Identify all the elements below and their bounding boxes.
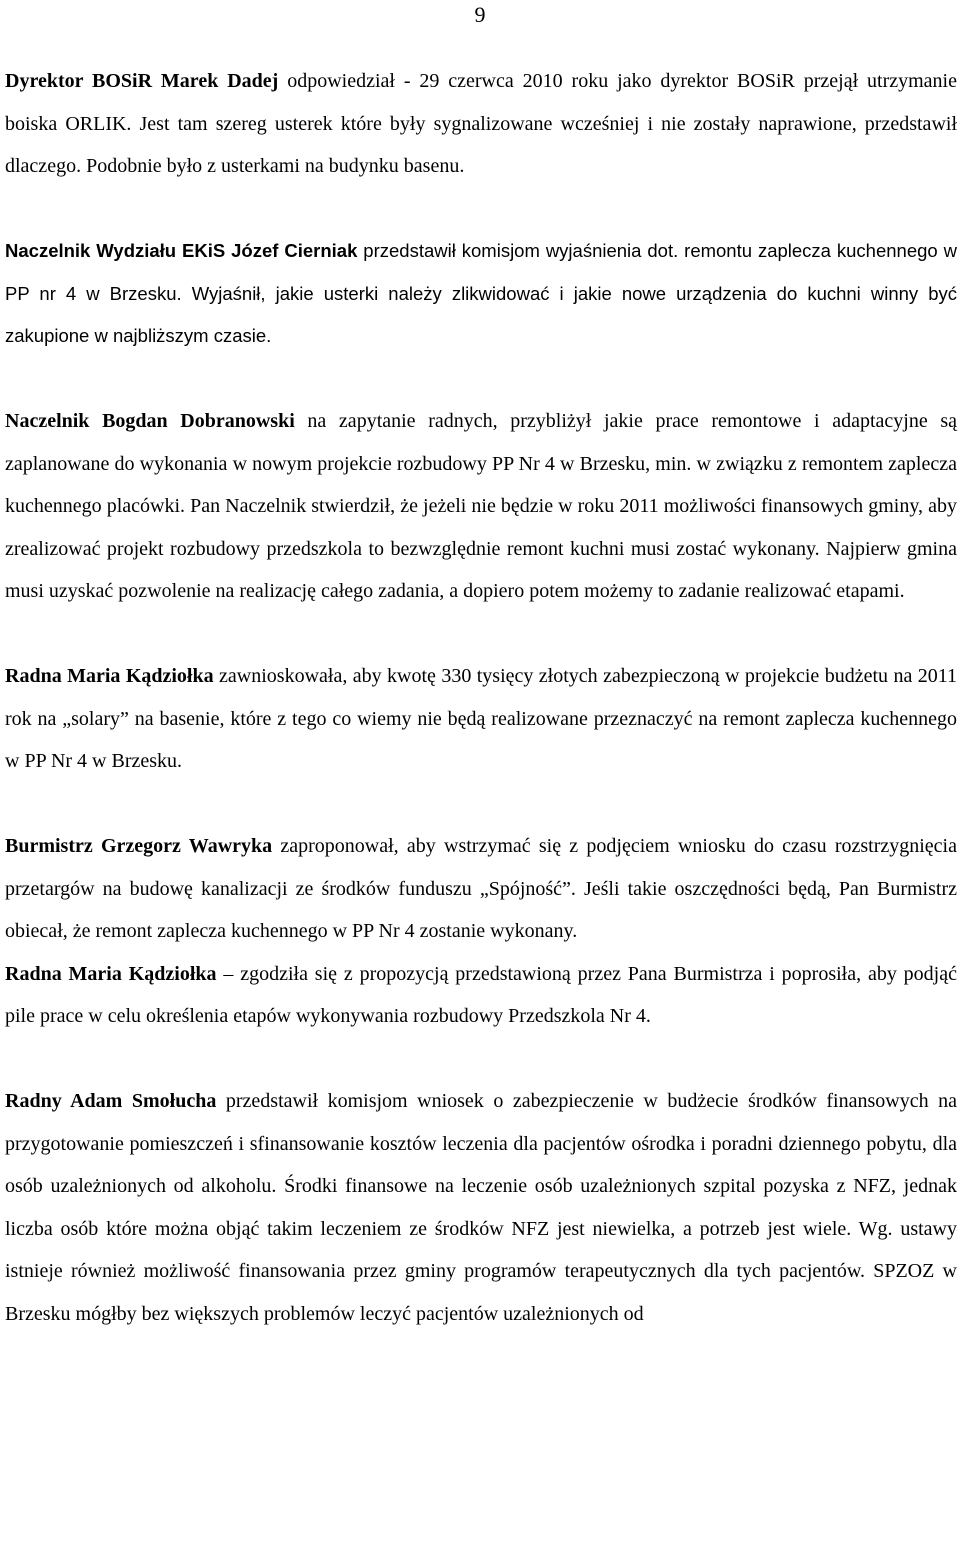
paragraph-smolucha <box>5 1080 957 1335</box>
speaker-name: Radny Adam Smołucha <box>5 1090 217 1112</box>
paragraph-mayor-wawryka <box>5 825 957 953</box>
paragraph-text: zawnioskowała, aby kwotę 330 tysięcy złotych zabezpieczoną w projekcie budżetu na 2011 rok na „solary” na basenie, które z tego co wiemy nie będą realizowane przeznaczyć na remont zaplecza kuchennego w PP Nr 4 w Brzesku. <box>5 665 957 772</box>
paragraph-text: zaproponował, aby wstrzymać się z podjęciem wniosku do czasu rozstrzygnięcia przetargów na budowę kanalizacji ze środków funduszu „Spójność”. Jeśli takie oszczędności będą, Pan Burmistrz obiecał, że remont zaplecza kuchennego w PP Nr 4 zostanie wykonany. <box>5 835 957 942</box>
page-number: 9 <box>474 2 486 27</box>
speaker-name: Radna Maria Kądziołka <box>5 665 214 687</box>
speaker-name: Naczelnik Wydziału EKiS Józef Cierniak <box>5 240 358 261</box>
paragraph-dobranowski <box>5 400 957 613</box>
speaker-name: Dyrektor BOSiR Marek Dadej <box>5 70 279 92</box>
paragraph-text: odpowiedział - 29 czerwca 2010 roku jako dyrektor BOSiR przejął utrzymanie boiska ORLIK. Jest tam szereg usterek które były sygnalizowane wcześniej i nie zostały naprawione, przedstawił dlaczego. Podobnie było z usterkami na budynku basenu. <box>5 70 957 177</box>
paragraph-kadziolka-motion <box>5 655 957 783</box>
paragraph-text: – zgodziła się z propozycją przedstawioną przez Pana Burmistrza i poprosiła, aby podjąć pile prace w celu określenia etapów wykonywania rozbudowy Przedszkola Nr 4. <box>5 962 957 1027</box>
speaker-name: Naczelnik Bogdan Dobranowski <box>5 410 295 432</box>
paragraph-kadziolka-agreement <box>5 953 957 1038</box>
paragraph-bosir-director <box>5 60 957 188</box>
paragraph-ekis-head <box>5 230 957 358</box>
speaker-name: Radna Maria Kądziołka <box>5 962 217 985</box>
paragraph-text: przedstawił komisjom wyjaśnienia dot. remontu zaplecza kuchennego w PP nr 4 w Brzesku. Wyjaśnił, jakie usterki należy zlikwidować i jakie nowe urządzenia do kuchni winny być zakupione w najbliższym czasie. <box>5 240 957 346</box>
paragraph-text: na zapytanie radnych, przybliżył jakie prace remontowe i adaptacyjne są zaplanowane do wykonania w nowym projekcie rozbudowy PP Nr 4 w Brzesku, min. w związku z remontem zaplecza kuchennego placówki. Pan Naczelnik stwierdził, że jeżeli nie będzie w roku 2011 możliwości finansowych gminy, aby zrealizować projekt rozbudowy przedszkola to bezwzględnie remont kuchni musi zostać wykonany. Najpierw gmina musi uzyskać pozwolenie na realizację całego zadania, a dopiero potem możemy to zadanie realizować etapami. <box>5 410 958 602</box>
speaker-name: Burmistrz Grzegorz Wawryka <box>5 835 273 857</box>
paragraph-text: przedstawił komisjom wniosek o zabezpieczenie w budżecie środków finansowych na przygotowanie pomieszczeń i sfinansowanie kosztów leczenia dla pacjentów ośrodka i poradni dziennego pobytu, dla osób uzależnionych od alkoholu. Środki finansowe na leczenie osób uzależnionych szpital pozyska z NFZ, jednak liczba osób które można objąć takim leczeniem ze środków NFZ jest niewielka, a potrzeb jest wiele. Wg. ustawy istnieje również możliwość finansowania przez gminy programów terapeutycznych dla tych pacjentów. SPZOZ w Brzesku mógłby bez większych problemów leczyć pacjentów uzależnionych od <box>5 1090 957 1325</box>
document-body <box>5 60 957 1335</box>
